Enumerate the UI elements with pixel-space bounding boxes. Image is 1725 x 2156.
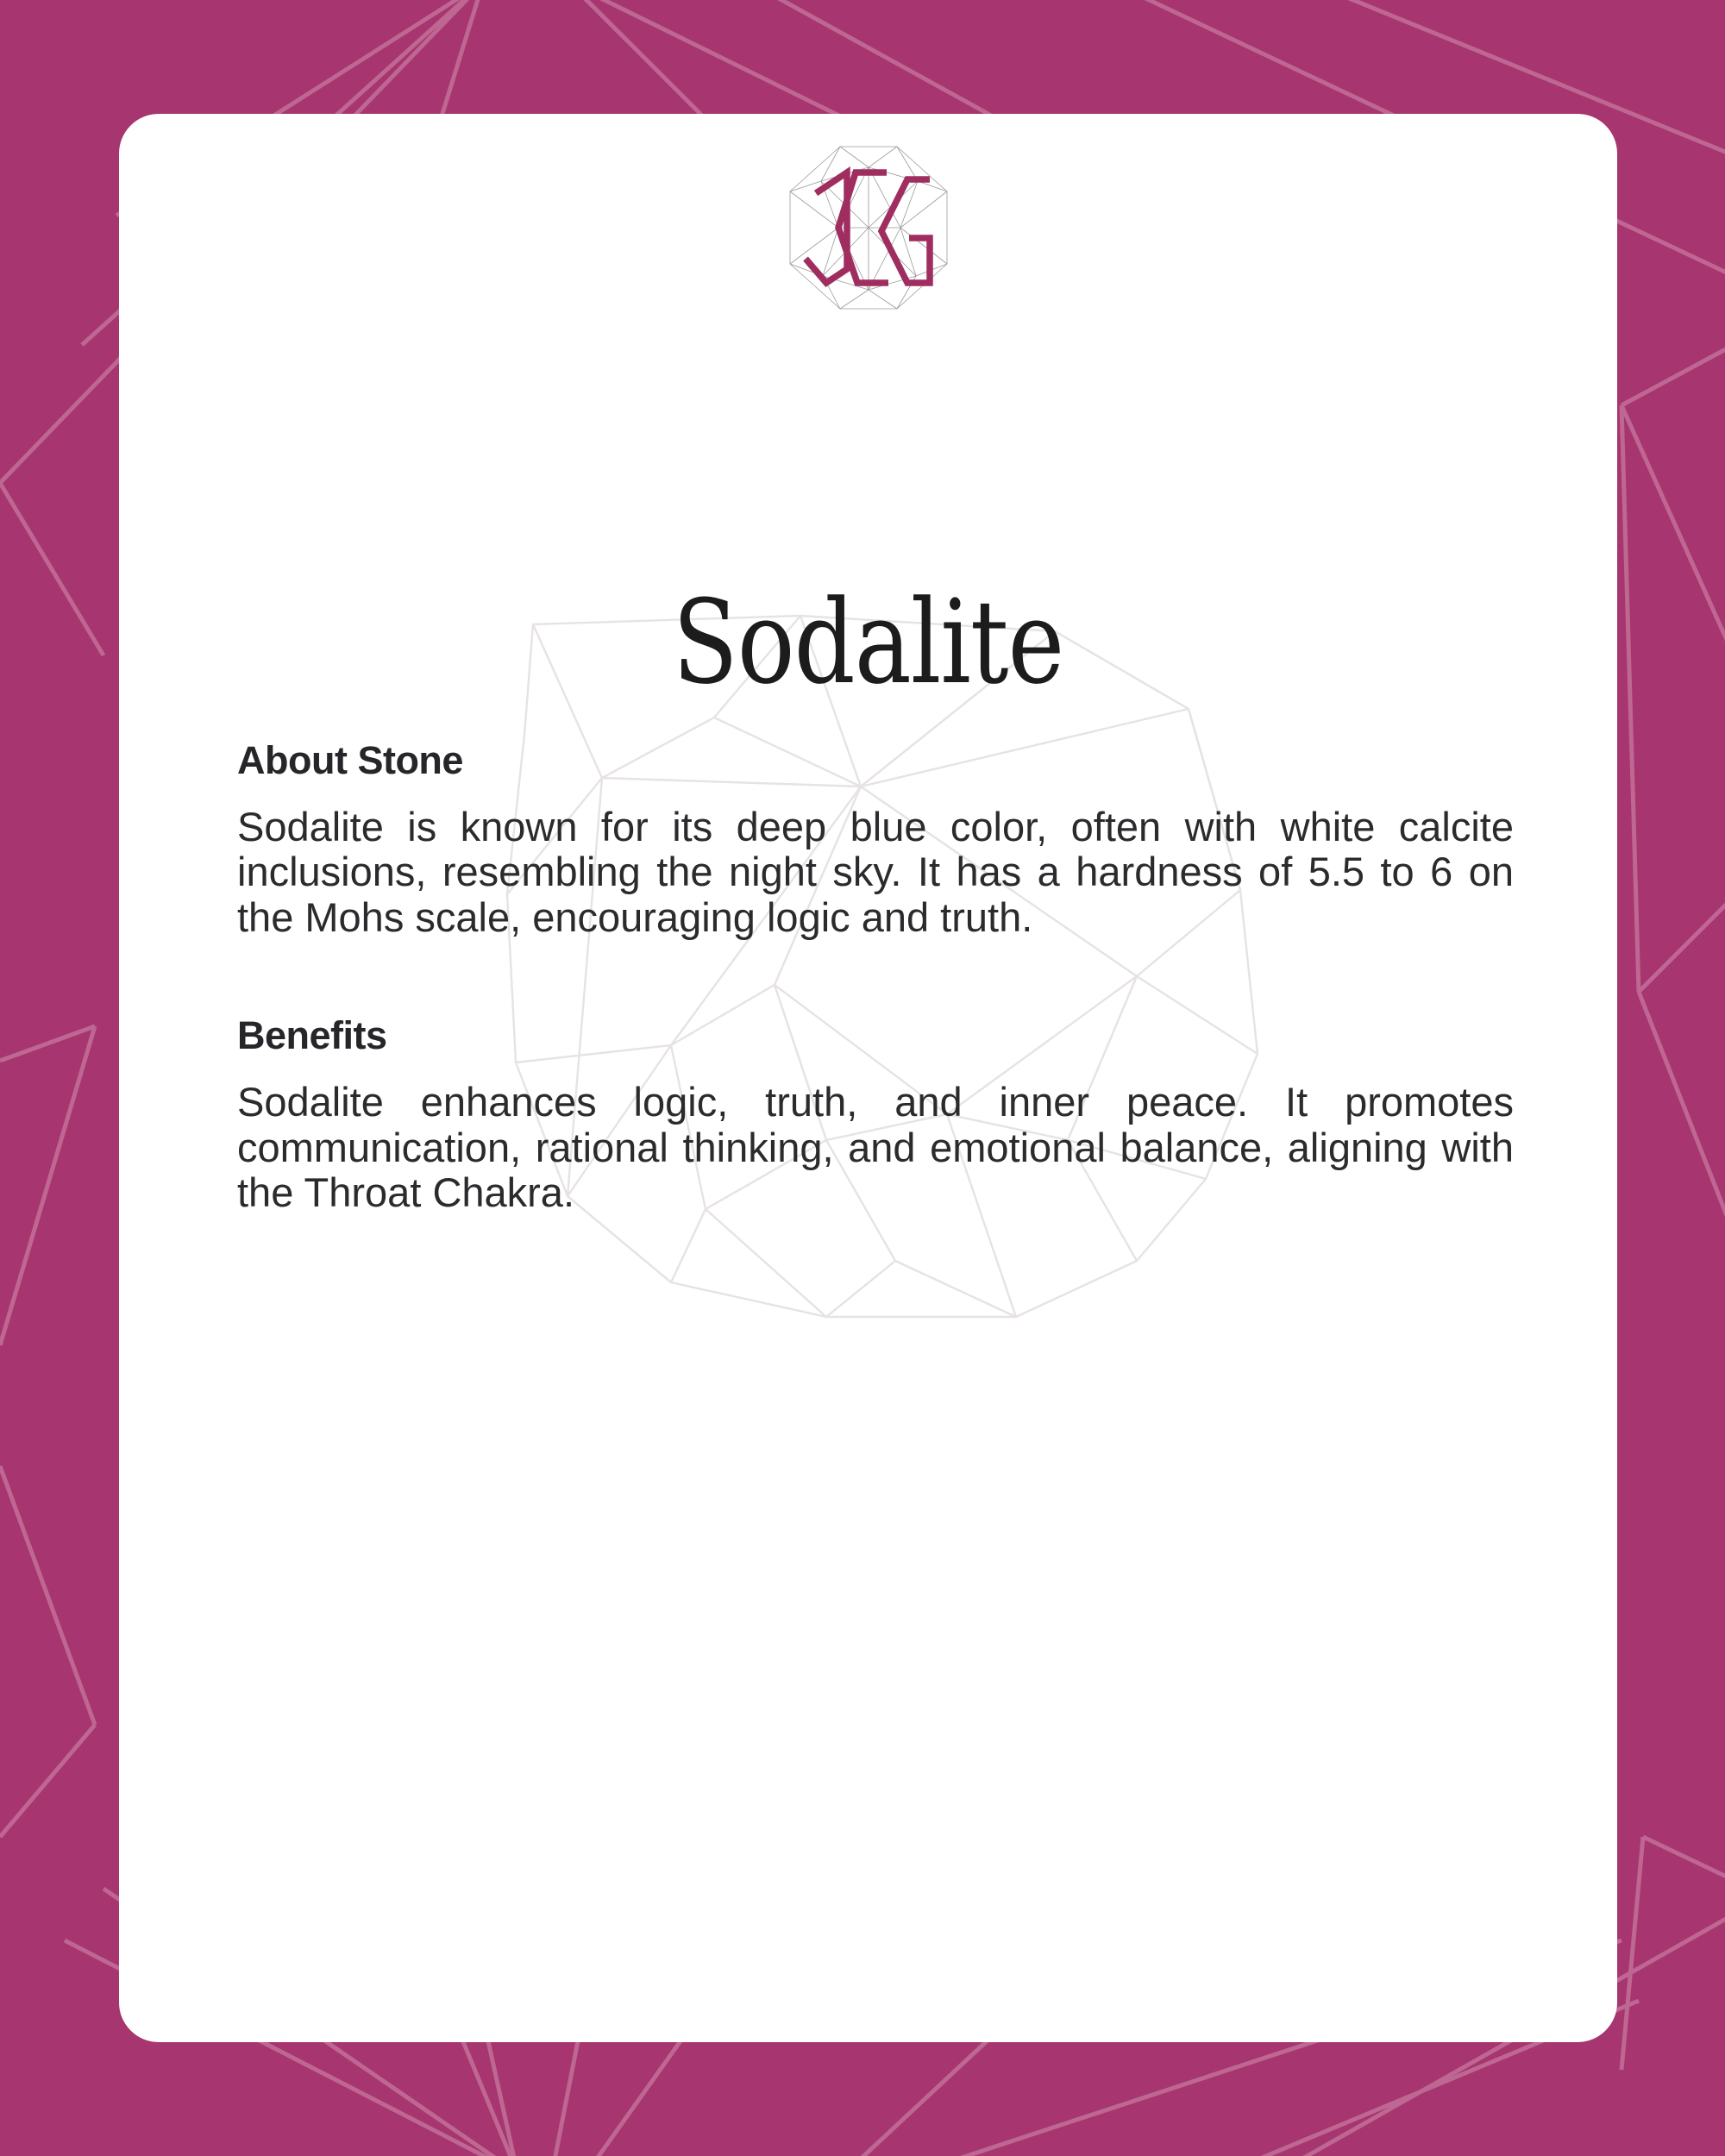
section-paragraph-about-stone: Sodalite is known for its deep blue color, often with white calcite inclusions, resembling the night sky. It has a hardness of 5.5 to 6 on the Mohs scale, encouraging logic and truth. [237,803,1514,940]
section-about-stone [237,739,1514,940]
page-title: Sodalite [672,574,1064,710]
content-body [237,739,1514,1216]
section-heading-benefits: Benefits [237,1013,387,1058]
section-paragraph-benefits: Sodalite enhances logic, truth, and inner peace. It promotes communication, rational thinking, and emotional balance, aligning with the Throat Chakra. [237,1078,1514,1216]
section-benefits [237,1014,1514,1215]
section-heading-about-stone: About Stone [237,738,463,782]
jcg-logo [778,141,959,314]
content-card [119,114,1617,2042]
